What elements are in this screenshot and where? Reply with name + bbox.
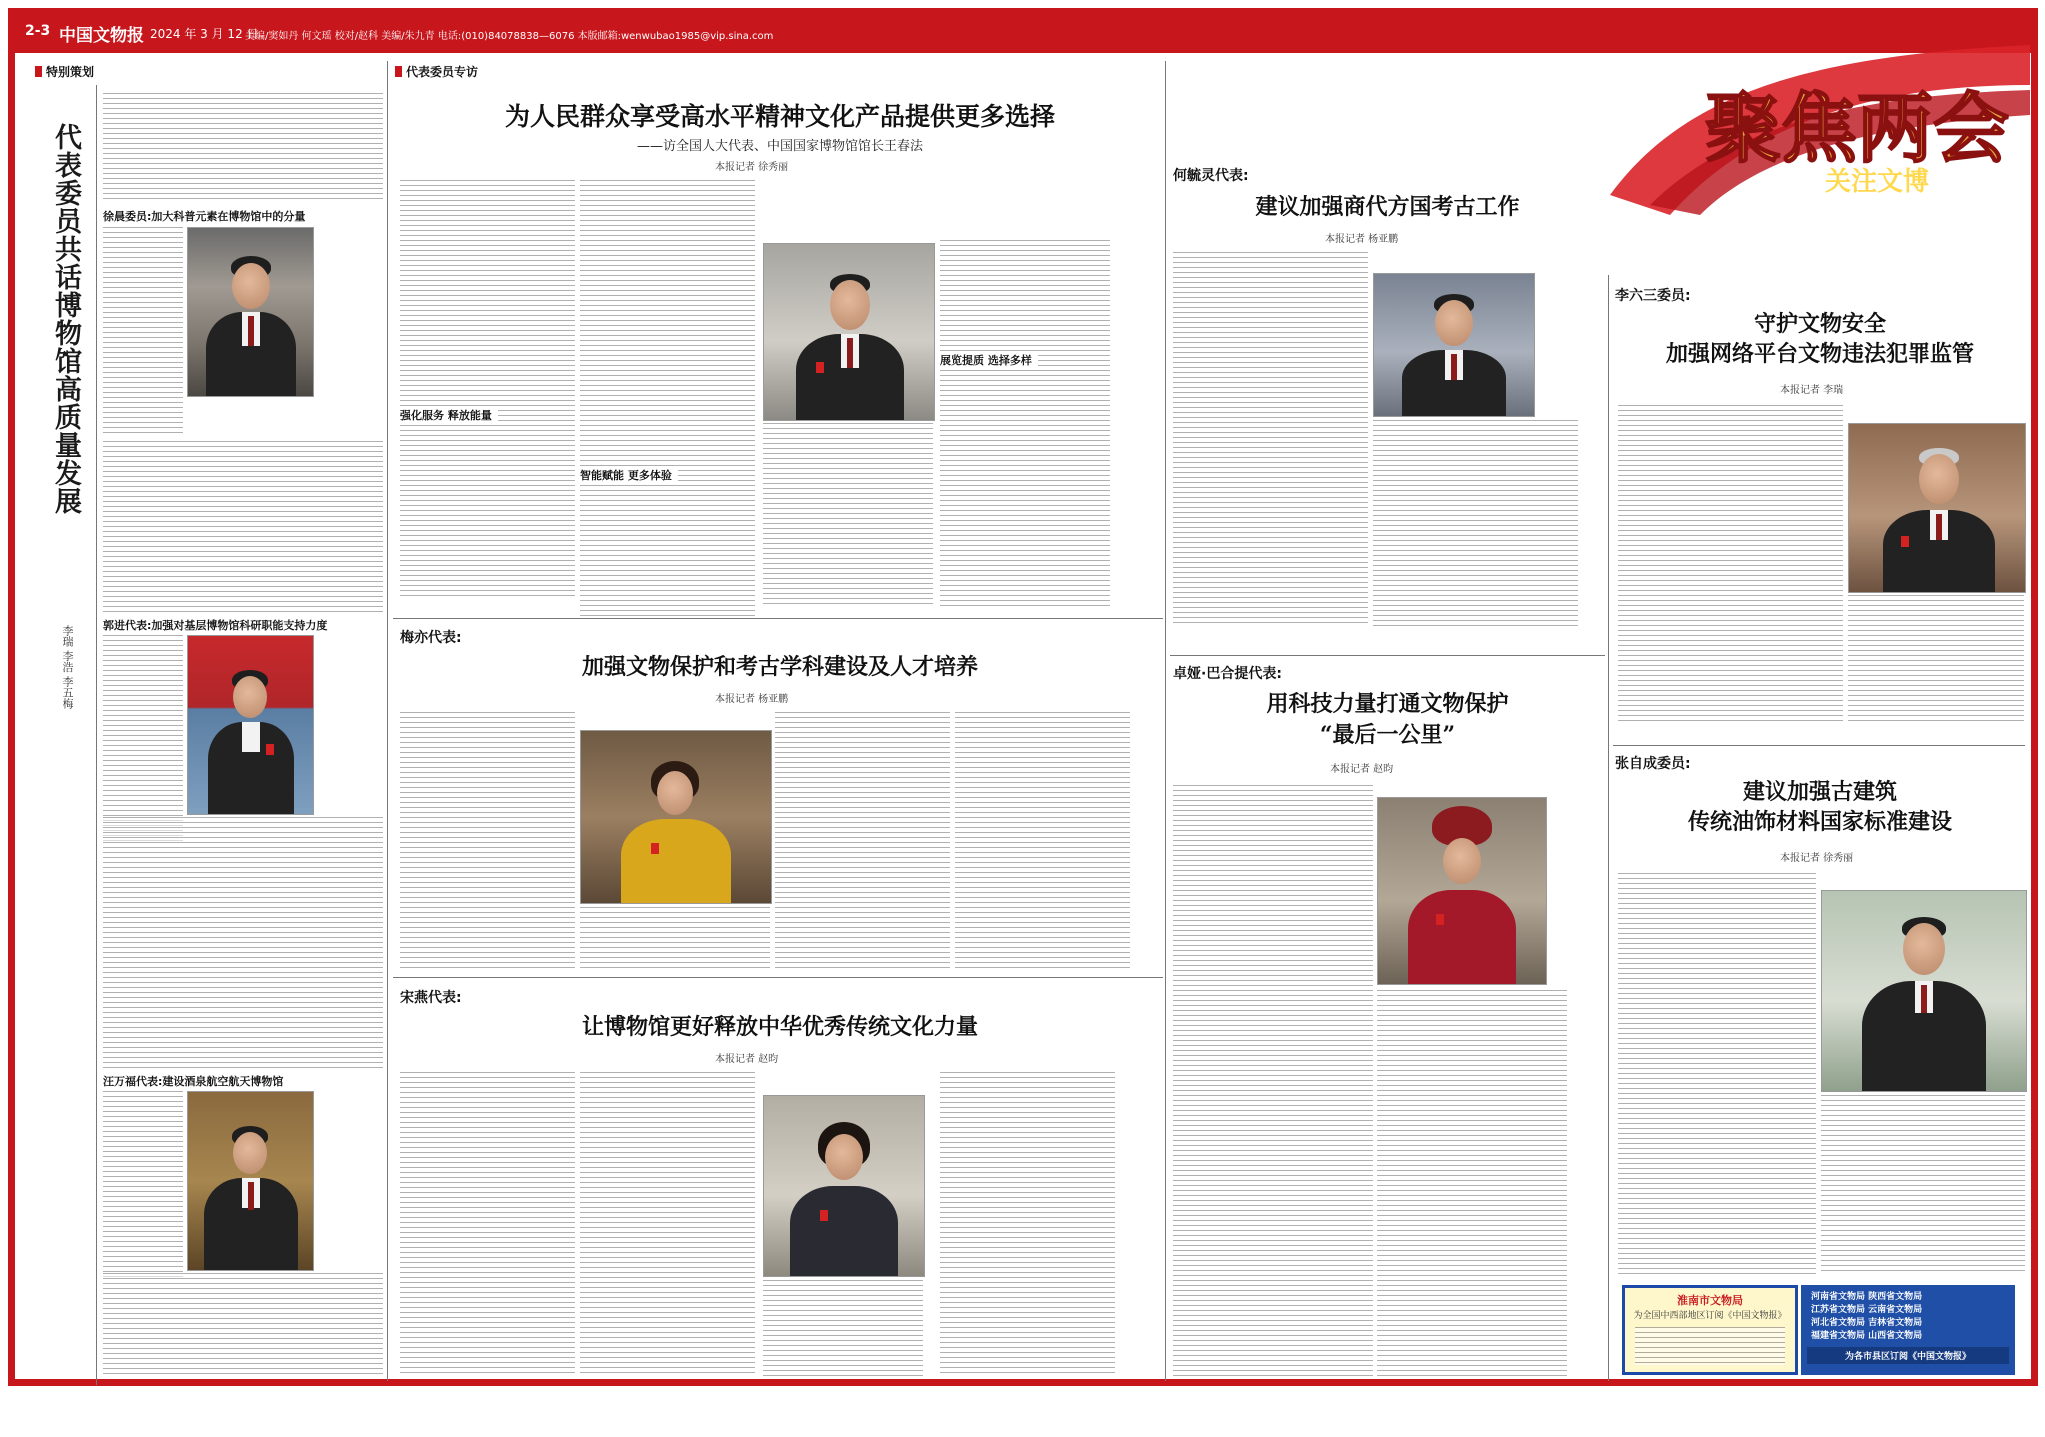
body-text (1848, 595, 2024, 725)
body-text (955, 712, 1130, 970)
photo-zhuoya (1377, 797, 1547, 985)
mei-byline: 本报记者 杨亚鹏 (715, 694, 789, 705)
body-text (1821, 1095, 2025, 1275)
zhuoya-headline-1: 用科技力量打通文物保护 (1266, 691, 1509, 717)
body-text (1618, 873, 1816, 1275)
lead-subhead-1: 强化服务 释放能量 (400, 407, 498, 423)
photo-mei-yi (580, 730, 772, 904)
special-authors: 李瑞 李浩 李五梅 (61, 625, 74, 709)
rep-li-liusan: 李六三委员: (1615, 288, 1691, 304)
photo-wang-chunfa (763, 243, 935, 421)
photo-li-liusan (1848, 423, 2026, 593)
banner-subtitle: 关注文博 (1825, 167, 1930, 197)
rep-song-yan: 宋燕代表: (400, 990, 462, 1006)
lead-subtitle: ——访全国人大代表、中国国家博物馆馆长王春法 (636, 139, 923, 154)
body-text (103, 93, 383, 203)
subhead-wang-wanfu: 汪万福代表:建设酒泉航空航天博物馆 (103, 1075, 284, 1088)
body-text (580, 1072, 755, 1377)
body-text (103, 1273, 383, 1377)
ad1-subtitle: 为全国中西部地区订阅《中国文物报》 (1633, 1311, 1787, 1321)
li-headline-2: 加强网络平台文物违法犯罪监管 (1665, 341, 1974, 367)
body-text (1618, 405, 1843, 725)
body-text (103, 441, 383, 613)
special-title: 代表委员共话博物馆高质量发展 (50, 123, 81, 515)
li-headline-1: 守护文物安全 (1753, 311, 1886, 337)
photo-he-yuling (1373, 273, 1535, 417)
photo-xu-chen (187, 227, 314, 397)
divider (1608, 275, 1609, 1381)
rep-he-yuling: 何毓灵代表: (1173, 168, 1249, 184)
he-byline: 本报记者 杨亚鹏 (1325, 234, 1399, 245)
page-number: 2-3 (25, 23, 51, 39)
body-text (400, 712, 575, 970)
body-text (763, 1280, 923, 1377)
body-text (400, 180, 575, 600)
photo-zhang-zicheng (1821, 890, 2027, 1092)
ad2-row: 福建省文物局 山西省文物局 (1811, 1331, 1923, 1341)
lead-subhead-2: 智能赋能 更多体验 (580, 467, 678, 483)
paper-name: 中国文物报 (59, 26, 144, 46)
mei-headline: 加强文物保护和考古学科建设及人才培养 (581, 654, 978, 680)
section-label-interview: 代表委员专访 (395, 63, 478, 80)
ad2-row: 河北省文物局 吉林省文物局 (1811, 1318, 1923, 1328)
divider (1170, 655, 1605, 656)
lead-subhead-3: 展览提质 选择多样 (940, 352, 1038, 368)
subhead-xu-chen: 徐晨委员:加大科普元素在博物馆中的分量 (103, 210, 306, 223)
ad1-title: 淮南市文物局 (1677, 1294, 1743, 1307)
lead-headline: 为人民群众享受高水平精神文化产品提供更多选择 (504, 102, 1055, 131)
song-byline: 本报记者 赵昀 (715, 1054, 779, 1065)
divider (1613, 745, 2025, 746)
photo-song-yan (763, 1095, 925, 1277)
body-text (775, 712, 950, 970)
photo-wang-wanfu (187, 1091, 314, 1271)
section-label-special: 特别策划 (35, 63, 94, 80)
body-text (1373, 420, 1578, 627)
body-text (103, 817, 383, 1069)
ad-subscription-yellow (1622, 1285, 1798, 1375)
body-text (1173, 252, 1368, 627)
rep-zhuoya: 卓娅·巴合提代表: (1173, 666, 1282, 682)
subhead-guo-jin: 郭进代表:加强对基层博物馆科研职能支持力度 (103, 619, 328, 632)
divider (393, 618, 1163, 619)
body-text (763, 423, 933, 608)
issue-date: 2024 年 3 月 12 日 (150, 27, 259, 41)
body-text (103, 1091, 183, 1281)
ad2-footer: 为各市县区订阅《中国文物报》 (1807, 1347, 2009, 1364)
zhuoya-byline: 本报记者 赵昀 (1330, 764, 1394, 775)
body-text (1377, 990, 1567, 1377)
banner-calligraphy-graphic (1610, 45, 2030, 215)
divider (387, 61, 388, 1381)
body-text (580, 907, 770, 970)
body-text (940, 240, 1110, 608)
body-text (103, 227, 183, 437)
divider (393, 977, 1163, 978)
song-headline: 让博物馆更好释放中华优秀传统文化力量 (581, 1014, 978, 1040)
divider (96, 85, 97, 1385)
body-text (103, 635, 183, 845)
editors-line: 美编/窦如丹 何文瑶 校对/赵科 美编/朱九青 电话:(010)84078838—6076 本版邮箱:wenwubao1985@vip.sina.com (245, 31, 774, 42)
body-text (580, 180, 755, 620)
ad2-row: 河南省文物局 陕西省文物局 (1811, 1292, 1923, 1302)
he-headline: 建议加强商代方国考古工作 (1255, 194, 1520, 220)
newspaper-page (8, 8, 2038, 1386)
body-text (940, 1072, 1115, 1377)
lead-byline: 本报记者 徐秀丽 (715, 162, 789, 173)
rep-mei-yi: 梅亦代表: (400, 630, 462, 646)
zhang-byline: 本报记者 徐秀丽 (1780, 853, 1854, 864)
photo-guo-jin (187, 635, 314, 815)
body-text (1173, 785, 1373, 1377)
banner-title: 聚焦两会 (1705, 84, 2009, 173)
zhuoya-headline-2: “最后一公里” (1319, 722, 1456, 748)
li-byline: 本报记者 李瑞 (1780, 385, 1844, 396)
divider (1165, 61, 1166, 1381)
ad-subscription-blue (1801, 1285, 2015, 1375)
rep-zhang-zicheng: 张自成委员: (1615, 756, 1691, 772)
ad2-row: 江苏省文物局 云南省文物局 (1811, 1305, 1923, 1315)
body-text (400, 1072, 575, 1377)
zhang-headline-1: 建议加强古建筑 (1742, 779, 1897, 805)
zhang-headline-2: 传统油饰材料国家标准建设 (1687, 809, 1952, 835)
